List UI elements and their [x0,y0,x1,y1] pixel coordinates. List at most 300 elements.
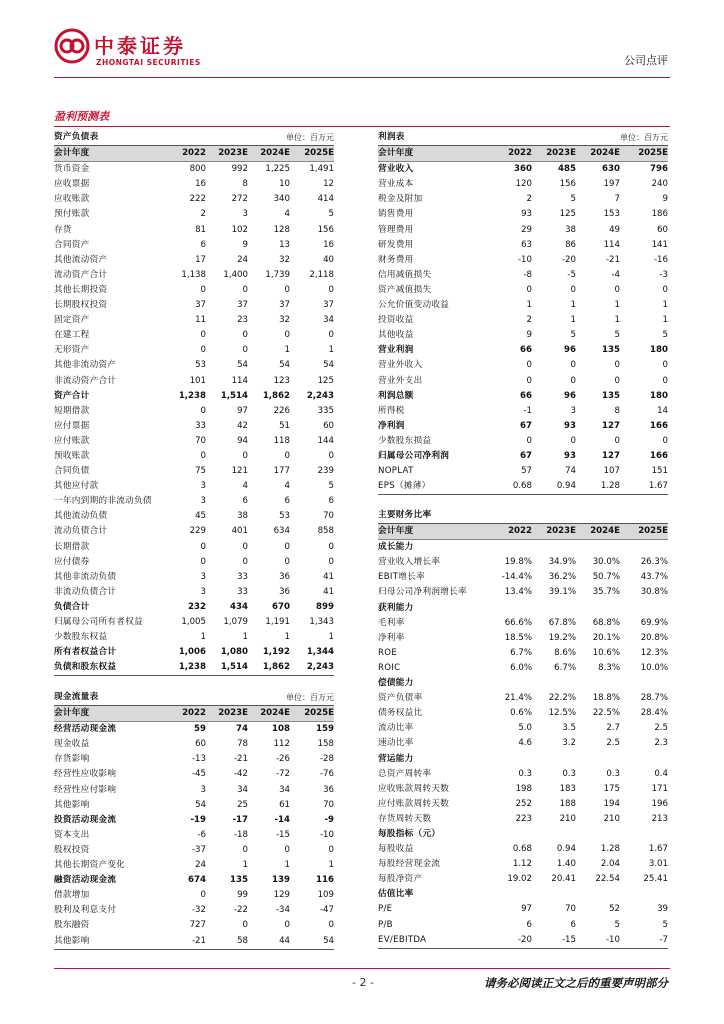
table-header-row [54,706,334,722]
cell-value: -34 [275,905,290,916]
cell-value: 156 [559,179,576,190]
logo-en-text: ZHONGTAI SECURITIES [96,58,201,67]
cell-value: 5 [614,919,620,930]
cell-value: 16 [195,179,206,190]
cell-value: 414 [317,194,334,205]
cell-value: 69.9% [640,617,668,628]
cell-value: 0 [662,360,668,371]
cell-value: -42 [233,769,248,780]
cell-value: 796 [650,164,668,175]
cell-value: 153 [603,209,620,220]
row-label: 净利率 [378,632,405,643]
cell-value: 1.28 [600,844,620,855]
cell-value: 121 [231,466,248,477]
cell-value: 7 [614,194,620,205]
cell-value: 13 [279,239,290,250]
row-label: 在建工程 [54,330,90,341]
table-row [378,389,668,404]
cell-value: -15 [275,829,290,840]
row-label: 借款增加 [54,890,90,901]
table-row [54,238,334,253]
cell-value: 0 [200,890,206,901]
cell-value: 49 [609,224,620,235]
cell-value: 2,243 [306,390,334,401]
cell-value: 6 [328,496,334,507]
cell-value [492,752,532,767]
cell-value: 1 [614,300,620,311]
cell-value: 0 [662,284,668,295]
cell-value: 93 [564,420,576,431]
cell-value: 37 [279,300,290,311]
table-row [54,509,334,524]
cell-value: 223 [515,813,532,824]
cell-value: 151 [651,466,668,477]
cell-value: 2.5 [654,723,668,734]
cell-value: 39 [657,904,668,915]
table-row [54,524,334,539]
row-label: 其他长期投资 [54,284,108,295]
cell-value: 116 [316,875,334,886]
table-row [378,223,668,238]
cell-value: 24 [195,860,206,871]
cell-value [492,676,532,691]
cell-value: 50.7% [592,572,620,583]
row-label: 融资活动现金流 [54,875,117,886]
cell-value: 1,080 [220,647,248,658]
cell-value: -13 [191,754,206,765]
cell-value: 210 [603,813,620,824]
table-row [54,449,334,464]
row-label: 研发费用 [378,239,414,250]
column-header: 2023E [532,524,576,540]
cell-value: 6.0% [510,662,532,673]
cell-value: 52 [609,904,620,915]
cell-value: 34 [279,784,290,795]
row-label: 存货影响 [54,754,90,765]
cell-value: 59 [194,724,206,735]
cell-value: 0 [200,330,206,341]
cell-value: 670 [272,601,290,612]
cell-value: 114 [603,239,620,250]
cell-value: 0 [242,330,248,341]
cell-value: 127 [602,450,620,461]
table-row [378,706,668,721]
cell-value: 0 [200,556,206,567]
table-title-row [54,130,334,146]
logo-mark-icon [54,28,90,64]
cell-value: 0.3 [606,768,620,779]
cell-value: 0 [242,844,248,855]
row-label: 归属母公司所有者权益 [54,617,143,627]
cell-value: 1.67 [620,479,668,495]
cell-value: 0 [242,541,248,552]
table-row [54,873,334,888]
cell-value [620,827,668,842]
cell-value: 144 [317,435,334,446]
table-row [54,419,334,434]
row-label: 估值比率 [378,889,414,900]
cell-value: 727 [189,920,206,931]
cell-value: 6.7% [554,662,576,673]
row-label: 一年内到期的非流动负债 [54,496,152,507]
column-header: 2023E [532,146,576,162]
cell-value: 70 [565,904,576,915]
cell-value: 40 [323,254,334,265]
row-label: 预收账款 [54,450,90,461]
cell-value: 335 [317,405,334,416]
cell-value [532,540,576,556]
cell-value: 0 [328,284,334,295]
cell-value: 54 [290,934,334,950]
cell-value: 2.04 [600,859,620,870]
column-header: 会计年度 [54,146,166,162]
row-label: 资产减值损失 [378,284,432,295]
cell-value: 67.8% [548,617,576,628]
row-label: 应付票据 [54,420,90,431]
row-label: 其他影响 [54,799,90,810]
cell-value: 13.4% [504,587,532,598]
cell-value: 213 [651,813,668,824]
table-row [378,767,668,782]
row-label: ROE [378,647,398,658]
cell-value: 5 [614,330,620,341]
row-label: 其他影响 [54,934,166,950]
table-row [54,192,334,207]
cell-value: 0 [284,844,290,855]
row-label: 所得税 [378,405,405,416]
table-row [54,358,334,373]
table-title-row [378,508,668,524]
cell-value: 240 [651,179,668,190]
cell-value: 1.12 [512,859,532,870]
cell-value: 2 [526,194,532,205]
table-row [378,933,668,949]
cell-value: 34 [323,315,334,326]
cell-value: 0 [242,284,248,295]
cell-value: 0 [526,435,532,446]
cell-value: 37 [323,300,334,311]
cell-value: 1,225 [265,164,290,175]
cell-value [576,752,620,767]
cell-value: 1 [242,860,248,871]
cell-value: 14 [657,405,668,416]
cell-value: -19 [190,814,206,825]
cell-value: 17 [195,254,206,265]
report-type: 公司点评 [624,54,668,67]
row-label: EPS（摊薄） [378,479,492,495]
table-row [378,207,668,222]
table-title-row [378,130,668,146]
cell-value: 166 [650,420,668,431]
table-header-row [378,146,668,162]
table-row [378,298,668,313]
row-label: 应付账款周转天数 [378,798,450,809]
row-label: 投资活动现金流 [54,814,117,825]
cell-value: 53 [279,511,290,522]
cell-value: -6 [197,829,206,840]
cell-value: 2 [200,209,206,220]
cell-value: 186 [651,209,668,220]
cell-value: 1,862 [248,660,290,676]
row-label: 预付账款 [54,209,90,220]
table-row [54,888,334,903]
cell-value [492,540,532,556]
table-unit: 单位：百万元 [576,130,668,146]
cell-value: 25 [237,799,248,810]
table-row [378,872,668,887]
row-label: 股利及利息支付 [54,905,117,916]
table-row [54,767,334,782]
cell-value: -17 [232,814,248,825]
row-label: EBIT增长率 [378,572,425,583]
cell-value: 6.7% [510,647,532,658]
cell-value: 12 [323,179,334,190]
table-row [54,223,334,238]
cell-value: 135 [602,390,620,401]
cell-value: 222 [189,194,206,205]
cell-value: 21.4% [504,693,532,704]
row-label: 其他应付款 [54,481,99,492]
row-label: 获利能力 [378,602,414,613]
table-row [378,358,668,373]
table-row [378,842,668,857]
row-label: 应收账款 [54,194,90,205]
cell-value: 0 [242,920,248,931]
row-label: 固定资产 [54,315,90,326]
table-row [54,645,334,660]
row-label: 合同资产 [54,239,90,250]
cell-value: -4 [611,269,620,280]
row-label: 经营性应付影响 [54,784,117,795]
cell-value: 43.7% [640,572,668,583]
cell-value: 108 [272,724,290,735]
cell-value: 109 [317,890,334,901]
cell-value: 26.3% [640,557,668,568]
column-header: 2024E [248,706,290,722]
cell-value: 1 [614,315,620,326]
column-header: 2022 [166,146,206,162]
cell-value: 3 [200,784,206,795]
cell-value [532,752,576,767]
column-header: 2022 [492,524,532,540]
cell-value: 41 [323,586,334,597]
row-label: 营业外支出 [378,375,423,386]
cell-value: -21 [166,934,206,950]
cell-value: 5 [662,919,668,930]
cell-value: 41 [323,571,334,582]
cell-value: 0.3 [562,768,576,779]
cell-value: 5.0 [518,723,532,734]
cell-value: 54 [237,360,248,371]
cell-value: 19.2% [548,632,576,643]
cell-value: 20.1% [592,632,620,643]
row-label: 其他收益 [378,330,414,341]
cell-value: 135 [230,875,248,886]
table-row [378,313,668,328]
cell-value [620,752,668,767]
cell-value: 0 [284,330,290,341]
cell-value: 60 [657,224,668,235]
cell-value: -20 [561,254,576,265]
cell-value: 0 [328,556,334,567]
cell-value: 9 [242,239,248,250]
cell-value: 94 [237,435,248,446]
cell-value: 38 [565,224,576,235]
table-row [378,918,668,933]
cell-value: 51 [279,420,290,431]
cell-value: 485 [558,164,576,175]
table-row [378,328,668,343]
cell-value: 23 [237,315,248,326]
cell-value: -28 [319,754,334,765]
cell-value: 36 [279,571,290,582]
table-row [378,752,668,767]
table-row [378,162,668,178]
table-row [54,570,334,585]
cell-value: 1,343 [309,617,334,627]
cell-value: 107 [603,466,620,477]
cell-value: 1,514 [220,390,248,401]
table-row [378,782,668,797]
disclaimer-text: 请务必阅读正文之后的重要声明部分 [484,976,668,990]
row-label: 营业收入增长率 [378,557,441,568]
cell-value: 74 [236,724,248,735]
row-label: 营业利润 [378,345,414,356]
table-row [378,585,668,600]
table-row [54,585,334,600]
row-label: 现金收益 [54,739,90,750]
row-label: 其他流动资产 [54,254,108,265]
cell-value: 8 [614,405,620,416]
cell-value: 858 [317,526,334,537]
table-row [54,479,334,494]
cell-value: 0 [614,360,620,371]
row-label: 营业外收入 [378,360,423,371]
cell-value: 158 [317,739,334,750]
table-header-row [378,524,668,540]
row-label: 每股指标（元） [378,828,441,839]
table-title: 主要财务比率 [378,508,668,524]
cell-value: 4.6 [518,738,532,749]
table-row [378,736,668,751]
cell-value: 1,138 [181,269,206,280]
cell-value: -45 [191,769,206,780]
table-row [54,343,334,358]
table-row [378,177,668,192]
cell-value: 1 [328,860,334,871]
table-row [378,676,668,691]
cell-value: 128 [273,224,290,235]
cell-value: 12.3% [640,647,668,658]
cell-value: 18.5% [504,632,532,643]
cell-value: 118 [273,435,290,446]
column-header: 2024E [248,146,290,162]
cell-value: 3 [242,209,248,220]
row-label: 长期借款 [54,541,90,552]
row-label: 股权投资 [54,844,90,855]
table-row [378,797,668,812]
cell-value: -7 [620,933,668,949]
cell-value: 198 [515,783,532,794]
cell-value: 58 [206,934,248,950]
row-label: 其他非流动负债 [54,571,117,582]
cell-value: 11 [195,315,206,326]
cell-value: 96 [564,390,576,401]
cell-value: 97 [237,405,248,416]
cell-value: 1.28 [576,479,620,495]
cell-value: 36 [323,784,334,795]
cell-value: 0 [242,345,248,356]
table-row [54,630,334,645]
cell-value [620,601,668,616]
cell-value: 183 [559,783,576,794]
cell-value: 45 [195,511,206,522]
cell-value: 899 [316,601,334,612]
cell-value: 139 [272,875,290,886]
cell-value: 1,862 [262,390,290,401]
row-label: P/E [378,904,393,915]
row-label: 利润总额 [378,390,414,401]
cell-value: 5 [570,330,576,341]
table-row [54,918,334,933]
cell-value: 3.5 [562,723,576,734]
cell-value: -10 [517,254,532,265]
cell-value: 8.3% [598,662,620,673]
cell-value: 2,118 [309,269,334,280]
row-label: 流动比率 [378,723,414,734]
cell-value [532,827,576,842]
cell-value: 272 [231,194,248,205]
cell-value: 0 [662,375,668,386]
table-row [378,374,668,389]
cell-value: 1 [284,632,290,643]
cell-value: 2.5 [606,738,620,749]
cell-value: 112 [273,739,290,750]
table-row [378,343,668,358]
table-row [54,783,334,798]
cell-value: -14.4% [501,572,532,583]
cell-value: 66 [520,390,532,401]
cell-value: 30.8% [640,587,668,598]
cell-value: 4 [284,209,290,220]
cell-value: -20 [492,933,532,949]
table-row [378,268,668,283]
cell-value: 123 [273,375,290,386]
cell-value: 37 [195,300,206,311]
cell-value: 0 [662,435,668,446]
cell-value: 54 [279,360,290,371]
cell-value [492,887,532,902]
cell-value: 1 [662,315,668,326]
cell-value: 0 [614,435,620,446]
row-label: 存货周转天数 [378,813,432,824]
cell-value: 2.7 [606,723,620,734]
row-label: 少数股东损益 [378,435,432,446]
cell-value: 0 [328,844,334,855]
table-row [378,434,668,449]
row-label: NOPLAT [378,466,414,477]
row-label: 每股经营现金流 [378,859,441,870]
cell-value: 8 [242,179,248,190]
cell-value: 101 [189,375,206,386]
cell-value: 0 [614,375,620,386]
table-row [54,615,334,630]
row-label: 营业收入 [378,164,414,175]
cell-value: 0 [526,360,532,371]
cell-value: 3 [200,586,206,597]
table-row [378,464,668,479]
income-statement-table [378,130,668,495]
